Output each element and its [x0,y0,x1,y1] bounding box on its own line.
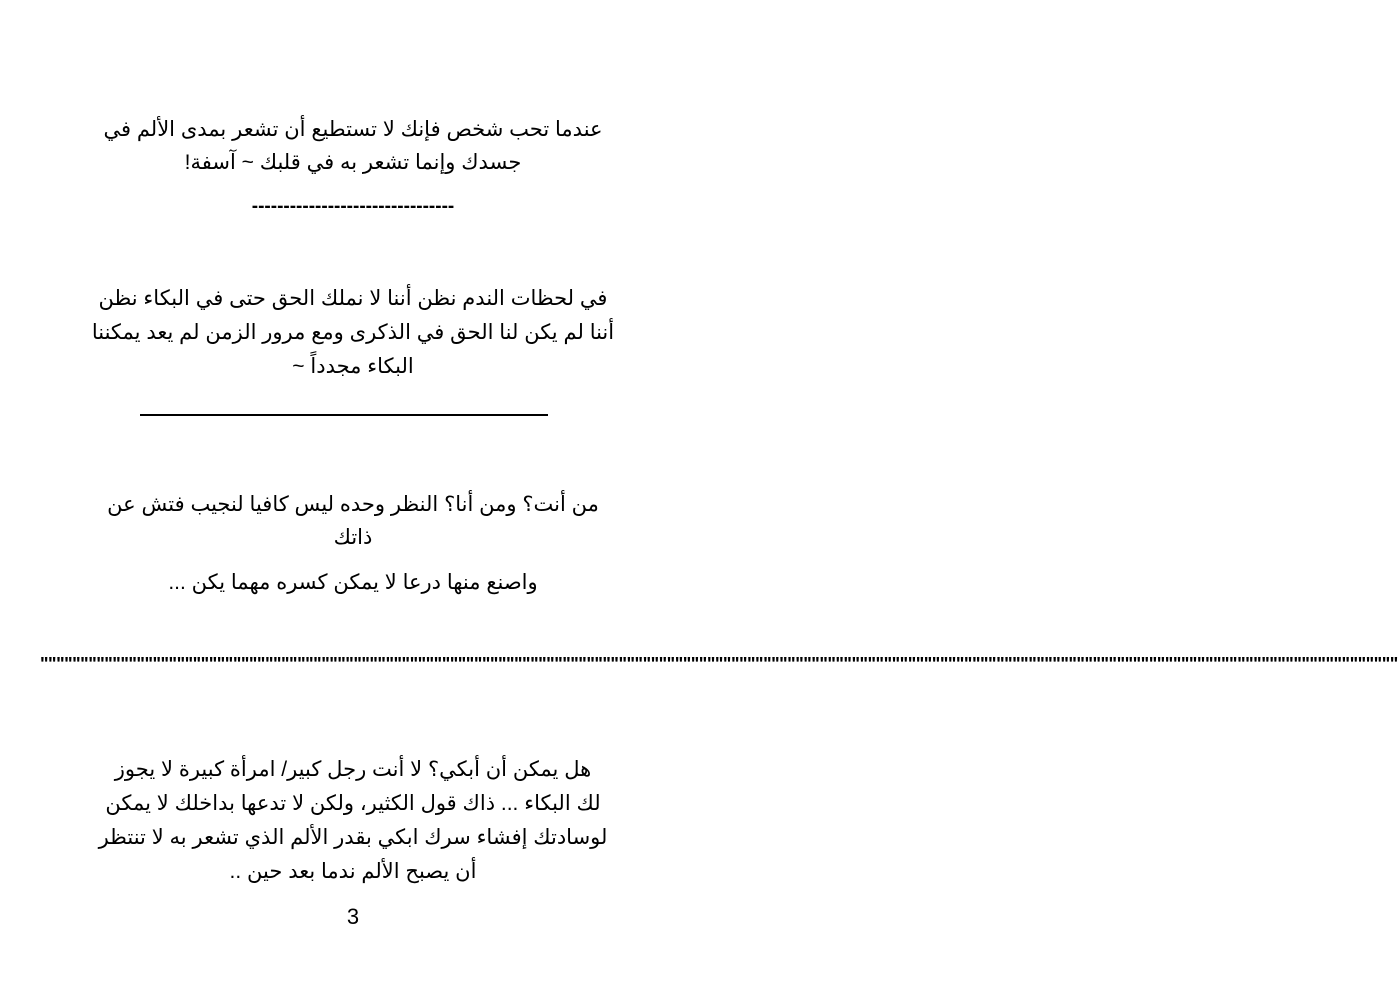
quote-1-line-1: عندما تحب شخص فإنك لا تستطيع أن تشعر بمدى الألم في [103,118,603,141]
quote-1-line-2: جسدك وإنما تشعر به في قلبك ~ آسفة! [184,151,522,174]
quote-4-line-1: هل يمكن أن أبكي؟ لا أنت رجل كبير/ امرأة كبيرة لا يجوز [114,758,592,781]
quote-3-line-3: واصنع منها درعا لا يمكن كسره مهما يكن ... [168,571,538,594]
quote-4-line-2: لك البكاء ... ذاك قول الكثير، ولكن لا تدعها بداخلك لا يمكن [105,792,601,815]
quote-3-line-2: ذاتك [333,526,373,549]
horizontal-rule [140,414,548,416]
dash-separator: -------------------------------- [251,196,455,217]
quote-2-line-2: أننا لم يكن لنا الحق في الذكرى ومع مرور الزمن لم يعد يمكننا [91,321,615,344]
quote-4-line-3: لوسادتك إفشاء سرك ابكي بقدر الألم الذي تشعر به لا تنتظر [98,826,608,849]
quote-mark-separator: """"""""""""""""""""""""""""""""""""""""""""""""""""""""""""""""""""""""""""""""""""""""""""""""""""""""""""""""""""""""""""""""""""""""""""""""""""""""""""""""""""""""" [40,654,1398,674]
page-number: 3 [346,904,360,929]
quote-4-line-4: أن يصبح الألم ندما بعد حين .. [229,860,477,883]
quote-2-line-3: البكاء مجدداً ~ [292,355,414,378]
quote-2-line-1: في لحظات الندم نظن أننا لا نملك الحق حتى في البكاء نظن [98,287,608,310]
quote-3-line-1: من أنت؟ ومن أنا؟ النظر وحده ليس كافيا لنجيب فتش عن [107,493,599,516]
